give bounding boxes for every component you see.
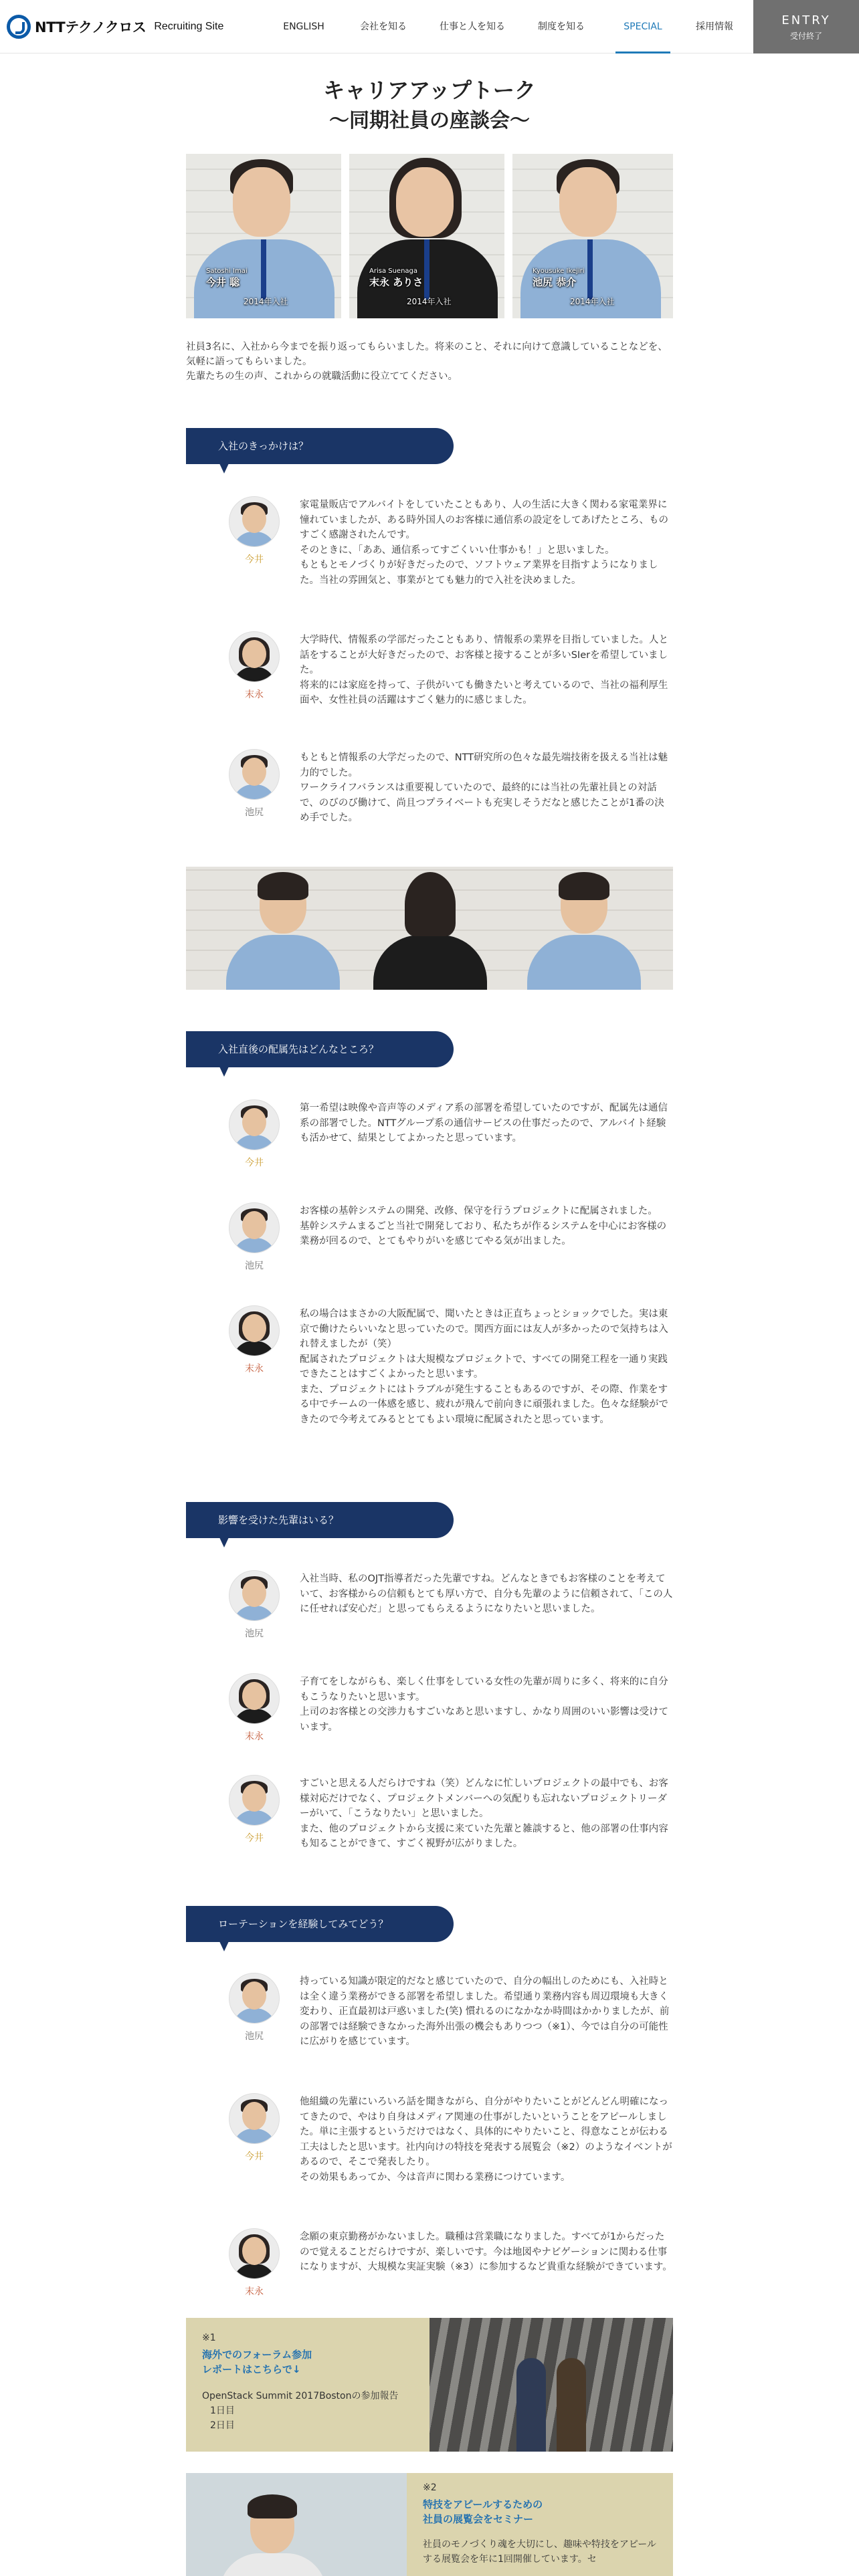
section-header-rotation: ローテーションを経験してみてどう？ — [186, 1906, 454, 1942]
talk-text: 入社当時、私のOJT指導者だった先輩ですね。どんなときでもお客様のことを考えていて、お客様からの信頼もとても厚い方で、自分も先輩のように信頼されて、「この人に任せれば安心だ」と思ってもらえるようになりたいと思いました。 — [300, 1574, 673, 1614]
nav-english[interactable]: ENGLISH — [283, 21, 324, 32]
speaker-name: 今井 — [245, 2151, 264, 2162]
member-photo-ikejiri — [512, 154, 673, 318]
speaker-name: 今井 — [245, 554, 264, 565]
section-header-senior: 影響を受けた先輩はいる？ — [186, 1502, 454, 1538]
nav-recruit[interactable]: 採用情報 — [696, 21, 733, 32]
member-name: 池尻 恭介 — [533, 276, 577, 288]
speaker-name: 今井 — [245, 1833, 264, 1844]
report-link-day2[interactable]: 2日目 — [210, 2420, 235, 2431]
member-en-name: Kyousuke Ikejiri — [533, 267, 585, 275]
avatar-ikejiri — [229, 1973, 280, 2024]
speaker-name: 池尻 — [245, 1628, 264, 1639]
forum-photo — [430, 2318, 673, 2452]
avatar-ikejiri — [229, 1570, 280, 1621]
note-box-exhibition — [186, 2473, 673, 2576]
speaker-name: 末永 — [245, 1364, 264, 1374]
speaker-name: 末永 — [245, 689, 264, 700]
speaker-name: 末永 — [245, 2286, 264, 2297]
avatar-imai — [229, 1775, 280, 1826]
nav-special[interactable]: SPECIAL — [615, 0, 670, 53]
avatar-imai — [229, 1099, 280, 1150]
nav-company[interactable]: 会社を知る — [360, 21, 407, 32]
group-photo — [186, 867, 673, 990]
avatar-suenaga — [229, 1305, 280, 1356]
note-number: ※2 — [423, 2482, 437, 2493]
page-title — [0, 75, 859, 136]
note-body — [202, 2389, 416, 2433]
note-body-text: OpenStack Summit 2017Bostonの参加報告 — [202, 2391, 399, 2401]
site-logo[interactable] — [7, 13, 223, 40]
avatar-suenaga — [229, 1673, 280, 1724]
nav-work-people[interactable]: 仕事と人を知る — [440, 21, 505, 32]
section-header-motivation: 入社のきっかけは？ — [186, 428, 454, 464]
speaker-name: 池尻 — [245, 2031, 264, 2042]
site-header — [0, 0, 859, 53]
member-en-name: Arisa Suenaga — [369, 267, 418, 275]
member-photo-suenaga — [349, 154, 504, 318]
talk-text: 子育てをしながらも、楽しく仕事をしている女性の先輩が周りに多く、将来的に自分もこうなりたいと思います。 上司のお客様との交渉力もすごいなあと思いますし、かなり周囲のいい影響は受けています。 — [300, 1677, 668, 1733]
page-title-main: キャリアアップトーク — [323, 78, 536, 103]
intro-text: 社員3名に、入社から今までを振り返ってもらいました。将来のこと、それに向けて意識していることなどを、気軽に語ってもらいました。 先輩たちの生の声、これからの就職活動に役立ててください。 — [186, 342, 668, 382]
site-subtitle: Recruiting Site — [154, 21, 224, 32]
note-number: ※1 — [202, 2333, 216, 2343]
speaker-name: 末永 — [245, 1731, 264, 1742]
logo-text: NTTテクノクロス — [35, 19, 147, 35]
talk-text: 大学時代、情報系の学部だったこともあり、情報系の業界を目指していました。人と話をすることが大好きだったので、お客様と接することが多いSIerを希望していました。 将来的には家庭を持って、子供がいても働きたいと考えているので、当社の福利厚生面や、女性社員の活躍はすごく魅力的に感じました。 — [300, 635, 668, 706]
avatar-imai — [229, 2093, 280, 2144]
ntt-logo-icon — [7, 15, 31, 39]
entry-label: ENTRY — [781, 13, 831, 27]
avatar-suenaga — [229, 2228, 280, 2279]
report-link-day1[interactable]: 1日目 — [210, 2405, 235, 2416]
entry-status: 受付終了 — [789, 31, 822, 41]
avatar-ikejiri — [229, 749, 280, 800]
speaker-name: 今井 — [245, 1158, 264, 1168]
section-header-assignment: 入社直後の配属先はどんなところ？ — [186, 1031, 454, 1067]
talk-text: 持っている知識が限定的だなと感じていたので、自分の幅出しのためにも、入社時とは全く違う業務ができる部署を希望しました。希望通り業務内容も周辺環境も大きく変わり、正直最初は戸惑いました(笑) 慣れるのになかなか時間はかかりましたが、前の部署では経験できなかった海外出張の機会もありつつ（※1）、今では自分の可能性に広がりを感じています。 — [300, 1976, 670, 2047]
entry-button[interactable] — [753, 0, 859, 53]
speaker-name: 池尻 — [245, 1261, 264, 1271]
nav-system[interactable]: 制度を知る — [538, 21, 585, 32]
member-joined: 2014年入社 — [407, 297, 452, 306]
exhibition-photo — [186, 2473, 407, 2576]
note-title: 海外でのフォーラム参加 レポートはこちらで↓ — [202, 2349, 312, 2375]
talk-text: もともと情報系の大学だったので、NTT研究所の色々な最先端技術を扱える当社は魅力的でした。 ワークライフバランスは重要視していたので、最終的には当社の先輩社員との対話で、のびのび働けて、尚且つプライベートも充実しそうだなと感じたことが1番の決め手でした。 — [300, 752, 668, 823]
talk-text: 他組織の先輩にいろいろ話を聞きながら、自分がやりたいことがどんどん明確になってきたので、やはり自身はメディア関連の仕事がしたいということをアピールしました。単に主張するというだけではなく、具体的にやりたいこと、得意なことが伝わる工夫はしたと思います。社内向けの特技を発表する展覧会（※2）のようなイベントがあるので、そこで発表したり。 その効果もあってか、今は音声に関わる業務につけています。 — [300, 2097, 672, 2183]
page-title-sub: 〜同期社員の座談会〜 — [329, 109, 530, 132]
talk-text: お客様の基幹システムの開発、改修、保守を行うプロジェクトに配属されました。 基幹システムまるごと当社で開発しており、私たちが作るシステムを中心にお客様の業務が回るので、とてもやりがいを感じてやる気が出ました。 — [300, 1206, 667, 1247]
member-name: 今井 聡 — [206, 276, 240, 288]
note-title: 特技をアピールするための 社員の展覧会をセミナー — [423, 2498, 543, 2525]
note-body-text: 社員のモノづくり魂を大切にし、趣味や特技をアピールする展覧会を年に1回開催しています。セ — [423, 2539, 657, 2565]
talk-text: 家電量販店でアルバイトをしていたこともあり、人の生活に大きく関わる家電業界に憧れていましたが、ある時外国人のお客様に通信系の設定をしてあげたところ、ものすごく感謝されたんです。 そのときに、「ああ、通信系ってすごくいい仕事かも！」と思いました。 もともとモノづくりが好きだったので、ソフトウェア業界を目指すようになりました。当社の雰囲気と、事業がとても魅力的で入社を決めました。 — [300, 500, 668, 586]
note-box-forum — [186, 2318, 673, 2452]
talk-text: 念願の東京勤務がかないました。職種は営業職になりました。すべてが1からだったので覚えることだらけですが、楽しいです。今は地図やナビゲーションに関わる仕事になりますが、大規模な実証実験（※3）に参加するなど貴重な経験ができています。 — [300, 2232, 672, 2272]
talk-text: すごいと思える人だらけですね（笑）どんなに忙しいプロジェクトの最中でも、お客様対応だけでなく、プロジェクトメンバーへの気配りも忘れないプロジェクトリーダーがいて、「こうなりたい」と思いました。 また、他のプロジェクトから支援に来ていた先輩と雑談すると、他の部署の仕事内容も知ることができて、すごく視野が広がりました。 — [300, 1778, 668, 1849]
member-en-name: Satoshi Imai — [206, 267, 248, 275]
speaker-name: 池尻 — [245, 807, 264, 818]
avatar-ikejiri — [229, 1202, 280, 1253]
talk-text: 私の場合はまさかの大阪配属で、聞いたときは正直ちょっとショックでした。実は東京で働けたらいいなと思っていたので。関西方面には友人が多かったので気持ちは入れ替えましたが（笑） 配属されたプロジェクトは大規模なプロジェクトで、すべての開発工程を一通り実践できたことはすごくよかったと思います。 また、プロジェクトにはトラブルが発生することもあるのですが、その際、作業をする中でチームの一体感を感じ、疲れが飛んで前向きに頑張れました。色々な経験ができたので今考えてみるととてもよい環境に配属されたと思っています。 — [300, 1309, 668, 1425]
avatar-suenaga — [229, 631, 280, 682]
talk-text: 第一希望は映像や音声等のメディア系の部署を希望していたのですが、配属先は通信系の部署でした。NTTグループ系の通信サービスの仕事だったので、アルバイト経験も活かせて、結果としてよかったと思っています。 — [300, 1103, 668, 1144]
member-photo-imai — [186, 154, 341, 318]
member-joined: 2014年入社 — [244, 297, 288, 306]
member-joined: 2014年入社 — [570, 297, 615, 306]
member-name: 末永 ありさ — [369, 276, 423, 288]
avatar-imai — [229, 496, 280, 547]
